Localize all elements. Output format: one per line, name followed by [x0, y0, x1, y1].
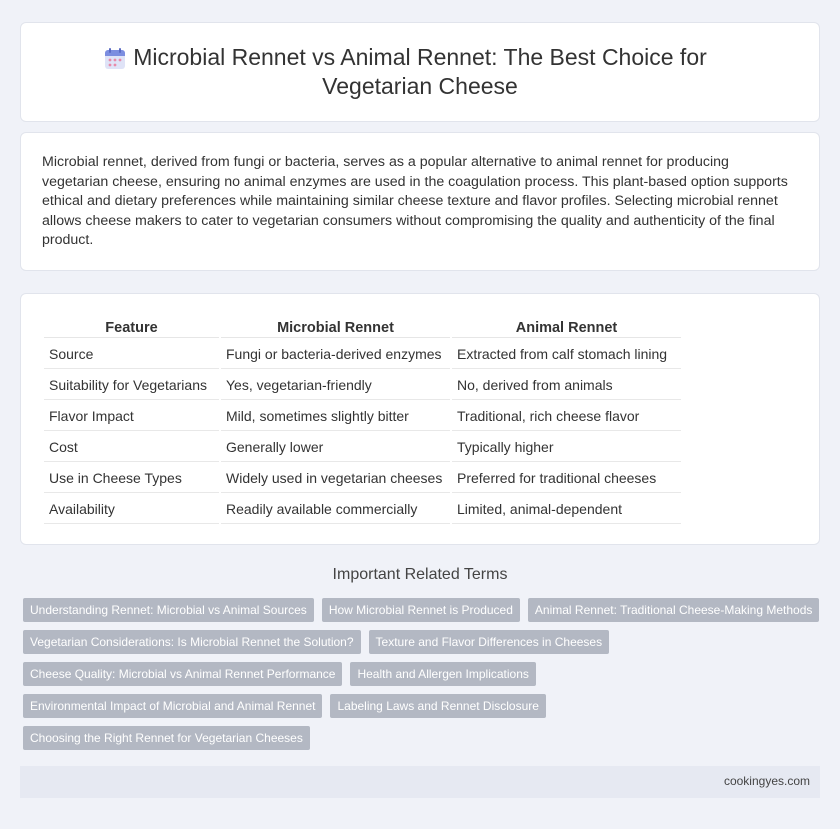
table-cell: Typically higher: [452, 433, 681, 462]
related-term-tag[interactable]: Labeling Laws and Rennet Disclosure: [330, 694, 545, 718]
footer: [20, 766, 820, 798]
related-term-tag[interactable]: Understanding Rennet: Microbial vs Animal Sources: [23, 598, 314, 622]
tag-row: [23, 726, 823, 750]
page-title: Microbial Rennet vs Animal Rennet: The Best Choice for Vegetarian Cheese: [133, 44, 707, 99]
table-header-row: [44, 318, 681, 338]
tag-row: [23, 694, 823, 718]
related-term-tag[interactable]: Choosing the Right Rennet for Vegetarian Cheeses: [23, 726, 310, 750]
related-term-tag[interactable]: How Microbial Rennet is Produced: [322, 598, 520, 622]
table-row: [44, 340, 681, 369]
table-cell: Generally lower: [221, 433, 450, 462]
table-row: [44, 433, 681, 462]
table-cell: Suitability for Vegetarians: [44, 371, 219, 400]
table-cell: Source: [44, 340, 219, 369]
footer-site-name[interactable]: cookingyes.com: [723, 774, 810, 788]
table-cell: Traditional, rich cheese flavor: [452, 402, 681, 431]
tag-row: [23, 598, 823, 622]
table-row: [44, 464, 681, 493]
tag-row: [23, 630, 823, 654]
table-cell: Use in Cheese Types: [44, 464, 219, 493]
table-row: [44, 402, 681, 431]
header-feature: Feature: [44, 318, 219, 338]
comparison-card: [20, 293, 820, 545]
related-term-tag[interactable]: Environmental Impact of Microbial and Animal Rennet: [23, 694, 322, 718]
table-cell: Readily available commercially: [221, 495, 450, 524]
table-cell: Fungi or bacteria-derived enzymes: [221, 340, 450, 369]
related-term-tag[interactable]: Vegetarian Considerations: Is Microbial Rennet the Solution?: [23, 630, 361, 654]
table-cell: Flavor Impact: [44, 402, 219, 431]
related-term-tag[interactable]: Health and Allergen Implications: [350, 662, 535, 686]
table-cell: No, derived from animals: [452, 371, 681, 400]
related-terms-list: [23, 598, 823, 758]
related-term-tag[interactable]: Animal Rennet: Traditional Cheese-Making Methods: [528, 598, 819, 622]
table-cell: Preferred for traditional cheeses: [452, 464, 681, 493]
related-terms-title: Important Related Terms: [332, 566, 508, 583]
related-term-tag[interactable]: Cheese Quality: Microbial vs Animal Rennet Performance: [23, 662, 342, 686]
table-cell: Extracted from calf stomach lining: [452, 340, 681, 369]
table-cell: Yes, vegetarian-friendly: [221, 371, 450, 400]
header-animal-rennet: Animal Rennet: [452, 318, 681, 338]
tag-row: [23, 662, 823, 686]
table-cell: Widely used in vegetarian cheeses: [221, 464, 450, 493]
table-cell: Mild, sometimes slightly bitter: [221, 402, 450, 431]
table-row: [44, 371, 681, 400]
table-cell: Cost: [44, 433, 219, 462]
intro-card: [20, 132, 820, 271]
table-cell: Availability: [44, 495, 219, 524]
table-cell: Limited, animal-dependent: [452, 495, 681, 524]
title-card: [20, 22, 820, 122]
comparison-table: [42, 316, 683, 526]
table-row: [44, 495, 681, 524]
related-term-tag[interactable]: Texture and Flavor Differences in Cheeses: [369, 630, 610, 654]
intro-paragraph: Microbial rennet, derived from fungi or bacteria, serves as a popular alternative to animal rennet for producing vegetarian cheese, ensuring no animal enzymes are used in the coagulation process. This plant-based option supports ethical and dietary preferences while maintaining similar cheese texture and flavor profiles. Selecting microbial rennet allows cheese makers to cater to vegetarian consumers without compromising the quality and authenticity of the final product.: [42, 154, 788, 249]
header-microbial-rennet: Microbial Rennet: [221, 318, 450, 338]
